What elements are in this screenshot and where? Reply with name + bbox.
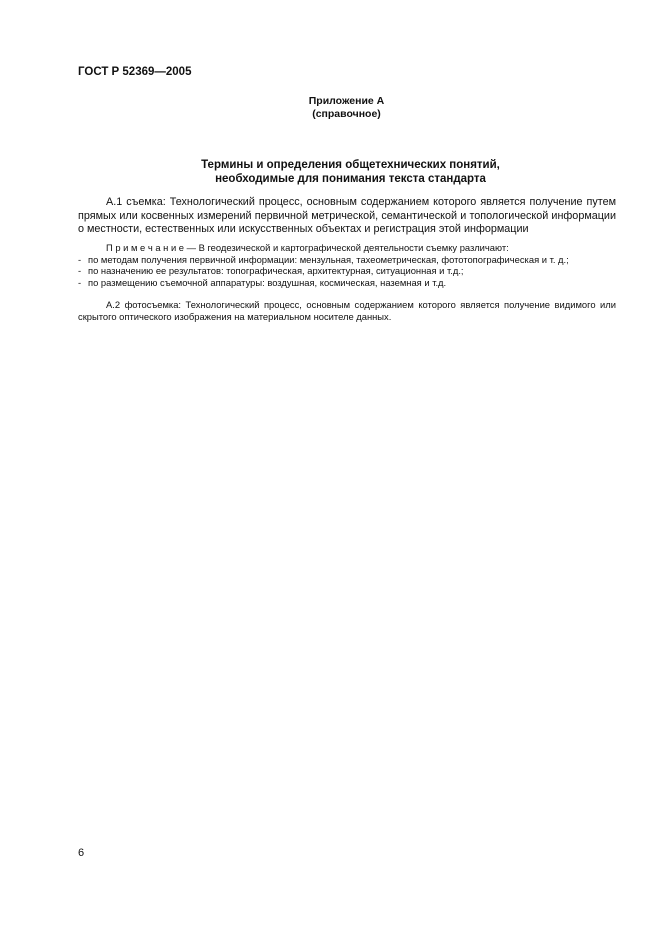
section-title-line-1: Термины и определения общетехнических понятий, [201, 159, 500, 171]
note-item-text: по назначению ее результатов: топографическая, архитектурная, ситуационная и т.д.; [88, 265, 464, 277]
definition-a1: А.1 съемка: Технологический процесс, основным содержанием которого является получение путем прямых или косвенных измерений первичной метрической, семантической и топологической информации о местности, естественных или искусственных объектах и регистрация этой информации [78, 196, 616, 235]
list-dash: - [78, 277, 82, 289]
note-item [78, 277, 623, 289]
annex-heading [0, 95, 661, 121]
page-number: 6 [78, 847, 85, 859]
annex-title: Приложение А [308, 95, 385, 107]
annex-kind: (справочное) [312, 108, 381, 120]
section-title-line-2: необходимые для понимания текста стандарта [215, 173, 486, 185]
note-item [78, 254, 623, 266]
document-code: ГОСТ Р 52369—2005 [78, 66, 192, 78]
note-item-text: по методам получения первичной информации: мензульная, тахеометрическая, фототопографическая и т. д.; [88, 253, 569, 265]
note-item-text: по размещению съемочной аппаратуры: воздушная, космическая, наземная и т.д. [88, 277, 447, 289]
note-block [78, 242, 623, 289]
list-dash: - [78, 253, 82, 265]
note-heading: П р и м е ч а н и е — В геодезической и картографической деятельности съемку различают: [106, 242, 509, 253]
section-title [0, 158, 661, 186]
list-dash: - [78, 265, 82, 277]
note-item [78, 265, 623, 277]
definition-a2: А.2 фотосъемка: Технологический процесс, основным содержанием которого является получение видимого или скрытого оптического изображения на материальном носителе данных. [78, 299, 616, 322]
